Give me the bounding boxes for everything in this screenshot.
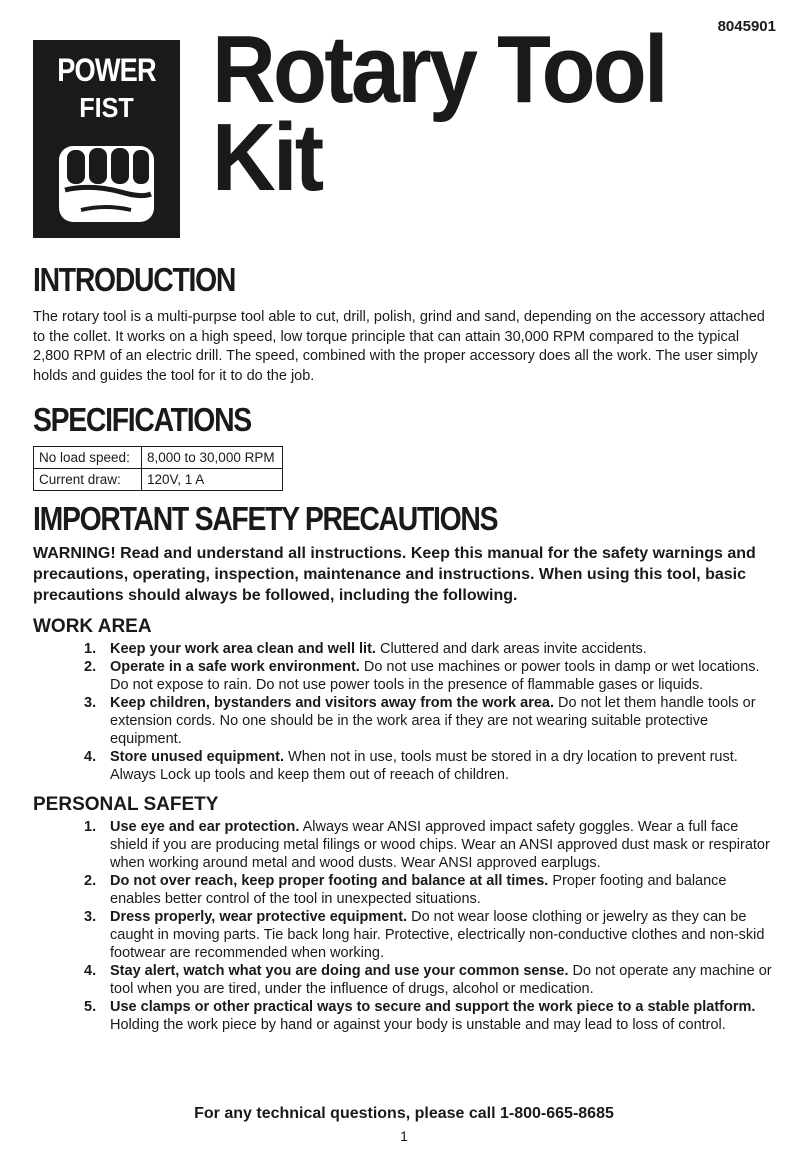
item-text: Do not wear loose clothing or jewelry as they can be caught in moving parts. Tie back long hair. Protective, electrically non-conductive clothes and non-skid footwear are recommended when working. <box>110 909 765 961</box>
item-text: When not in use, tools must be stored in a dry location to prevent rust. Always Lock up tools and keep them out of reeach of children. <box>110 749 738 783</box>
item-number: 1. <box>84 641 97 657</box>
list-item <box>33 998 773 1034</box>
list-item <box>33 640 773 658</box>
item-title: Keep children, bystanders and visitors away from the work area. <box>110 695 555 711</box>
list-item <box>33 962 773 998</box>
spec-value: 120V, 1 A <box>142 469 283 491</box>
fist-icon <box>51 140 162 226</box>
specifications-table <box>33 446 283 491</box>
list-item <box>33 694 773 748</box>
list-item <box>33 872 773 908</box>
item-title: Use eye and ear protection. <box>110 819 300 835</box>
introduction-text: The rotary tool is a multi-purpse tool able to cut, drill, polish, grind and sand, depending on the accessory attached to the collet. It works on a high speed, low torque principle that can attain 30,000 RPM compared to the typical 2,800 RPM of an electric drill. The speed, combined with the proper accessory does all the work. The user simply holds and guides the tool for it to do the job. <box>33 309 765 384</box>
work-area-heading: WORK AREA <box>33 616 152 637</box>
item-number: 1. <box>84 819 97 835</box>
spec-label: Current draw: <box>34 469 142 491</box>
power-fist-logo <box>33 40 180 238</box>
item-number: 3. <box>84 909 97 925</box>
item-title: Do not over reach, keep proper footing and balance at all times. <box>110 873 549 889</box>
item-title: Operate in a safe work environment. <box>110 659 360 675</box>
safety-warning: WARNING! Read and understand all instructions. Keep this manual for the safety warnings and precautions, operating, inspection, maintenance and instructions. When using this tool, basic precautions should always be followed, including the following. <box>33 545 756 604</box>
spec-label: No load speed: <box>34 447 142 469</box>
item-text: Do not let them handle tools or extension cords. No one should be in the work area if they are not wearing suitable protective equipment. <box>110 695 756 747</box>
item-number: 2. <box>84 873 97 889</box>
spec-value: 8,000 to 30,000 RPM <box>142 447 283 469</box>
table-row <box>34 447 283 469</box>
safety-heading: IMPORTANT SAFETY PRECAUTIONS <box>33 500 498 537</box>
list-item <box>33 818 773 872</box>
item-text: Do not use machines or power tools in damp or wet locations. Do not expose to rain. Do not use power tools in the presence of flammable gases or liquids. <box>110 659 760 693</box>
list-item <box>33 658 773 694</box>
page-number: 1 <box>400 1128 408 1144</box>
item-text: Always wear ANSI approved impact safety goggles. Wear a full face shield if you are producing metal filings or wood chips. Wear an ANSI approved dust mask or respirator when working around metal and wood dusts. Wear ANSI approved earplugs. <box>110 819 770 871</box>
item-title: Store unused equipment. <box>110 749 285 765</box>
item-text: Cluttered and dark areas invite accidents. <box>375 641 647 657</box>
item-number: 5. <box>84 999 97 1015</box>
item-text: Do not operate any machine or tool when you are tired, under the influence of drugs, alcohol or medication. <box>110 963 772 997</box>
table-row <box>34 469 283 491</box>
title-line-1: Rotary Tool <box>212 16 666 123</box>
main-content <box>33 260 773 1034</box>
list-item <box>33 748 773 784</box>
personal-safety-list <box>33 818 773 1034</box>
document-code: 8045901 <box>717 18 776 35</box>
item-text: Holding the work piece by hand or against your body is unstable and may lead to loss of control. <box>110 1017 726 1033</box>
work-area-list <box>33 640 773 784</box>
footer-contact: For any technical questions, please call 1-800-665-8685 <box>194 1105 614 1122</box>
item-title: Keep your work area clean and well lit. <box>110 641 376 657</box>
specifications-heading: SPECIFICATIONS <box>33 401 251 438</box>
item-title: Use clamps or other practical ways to secure and support the work piece to a stable platform. <box>110 999 756 1015</box>
title-line-2: Kit <box>212 104 322 211</box>
item-title: Stay alert, watch what you are doing and use your common sense. <box>110 963 569 979</box>
logo-line-1: POWER <box>57 52 156 88</box>
item-text: Proper footing and balance enables better control of the tool in unexpected situations. <box>110 873 727 907</box>
item-number: 4. <box>84 749 97 765</box>
list-item <box>33 908 773 962</box>
item-number: 4. <box>84 963 97 979</box>
item-number: 2. <box>84 659 97 675</box>
logo-line-2: FIST <box>79 92 134 123</box>
item-number: 3. <box>84 695 97 711</box>
personal-safety-heading: PERSONAL SAFETY <box>33 794 219 815</box>
document-title <box>212 16 727 211</box>
item-title: Dress properly, wear protective equipment. <box>110 909 408 925</box>
introduction-heading: INTRODUCTION <box>33 261 236 298</box>
